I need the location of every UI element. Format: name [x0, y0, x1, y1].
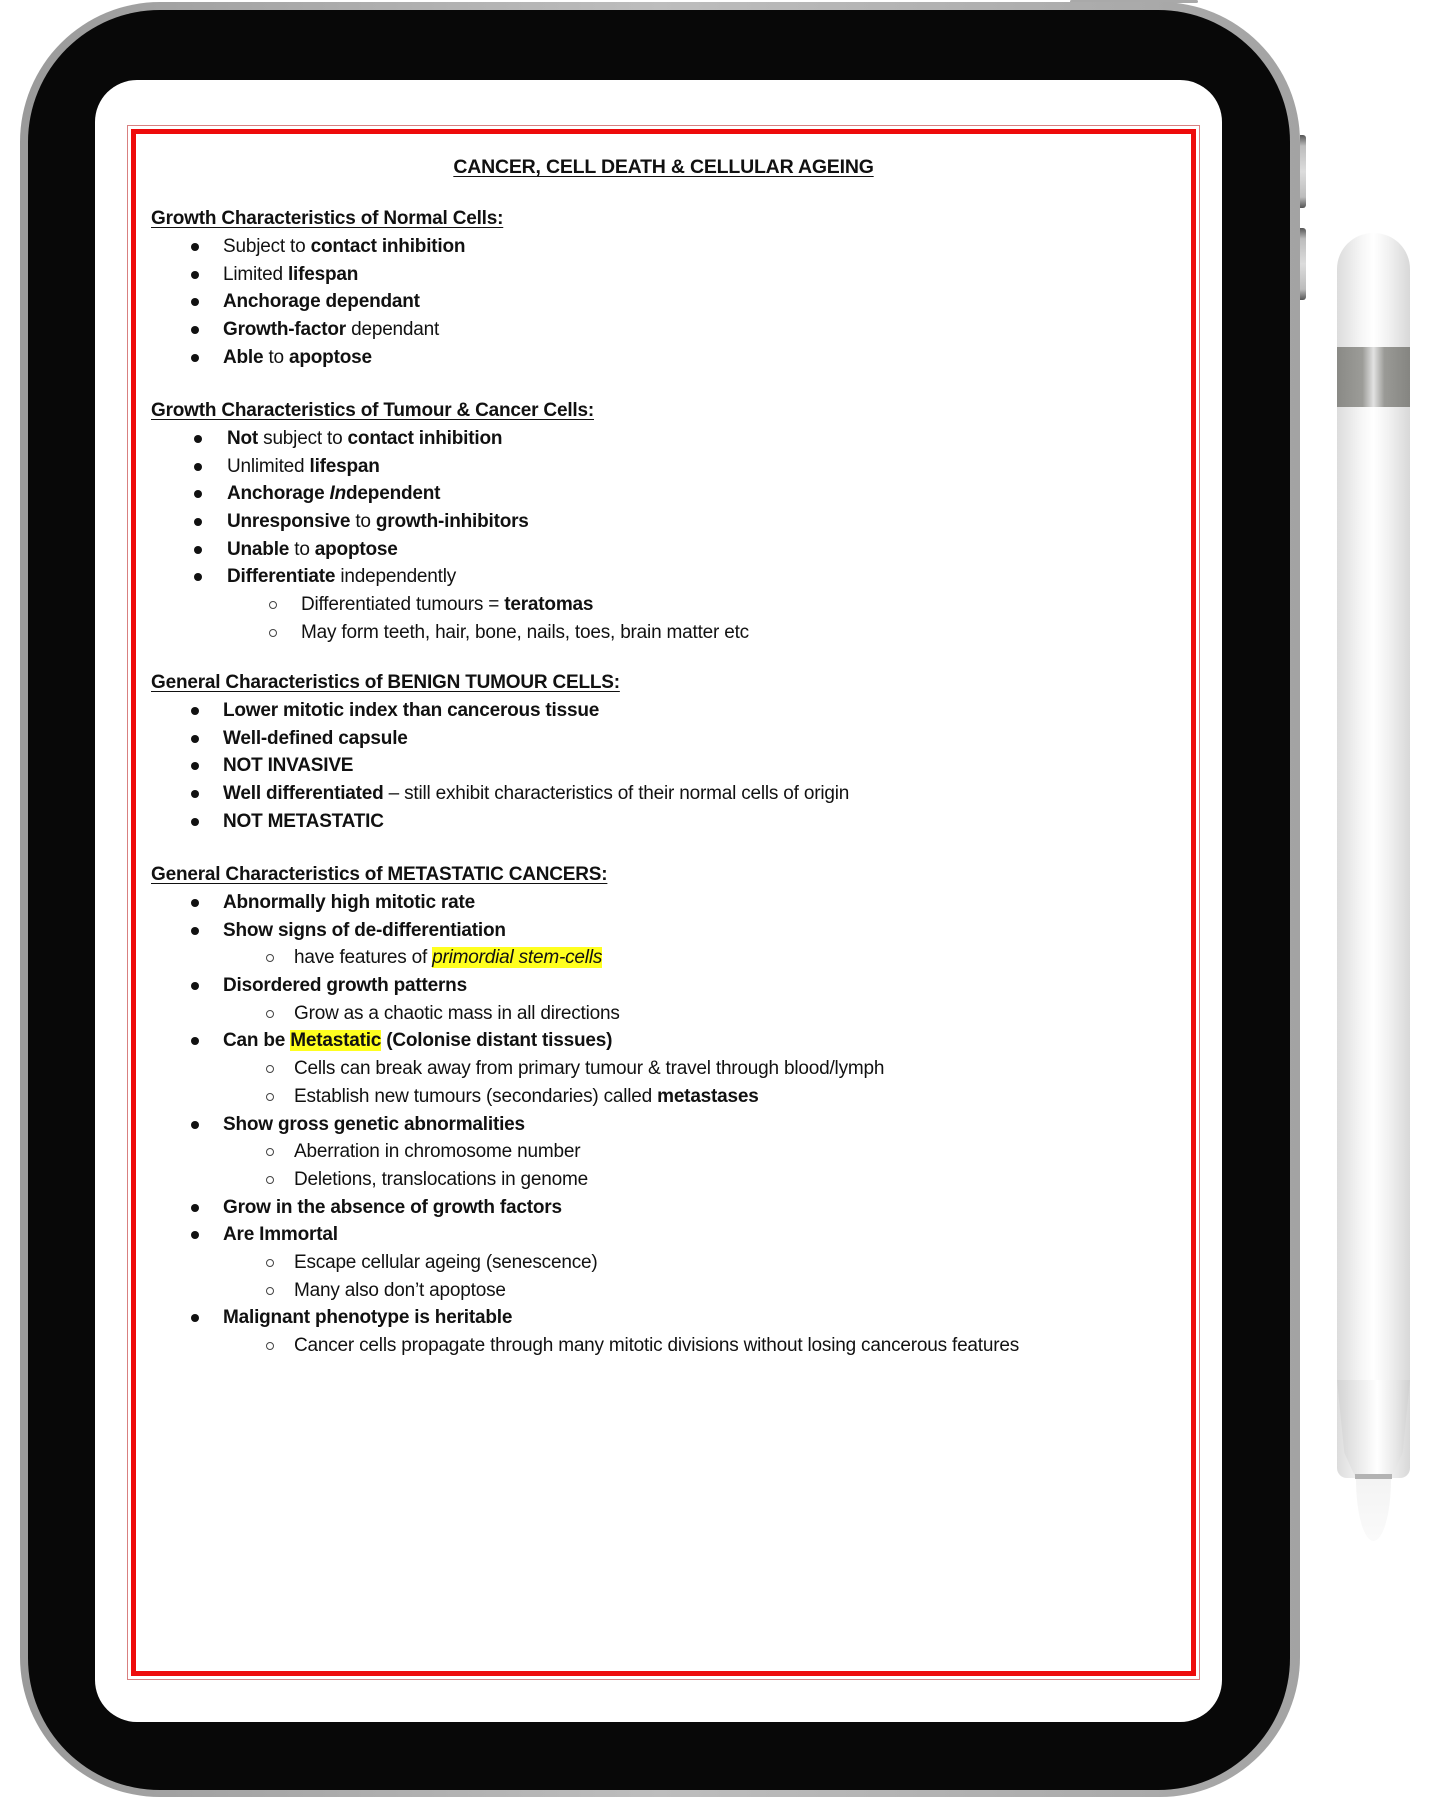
- text-run: Unresponsive: [227, 511, 351, 533]
- text-run: Differentiated tumours =: [301, 594, 505, 616]
- sub-list-item-text: [294, 1083, 759, 1111]
- tablet-screen: [95, 80, 1222, 1722]
- sub-list-item: [151, 1249, 1181, 1277]
- text-run: Grow in the absence of growth factors: [223, 1196, 562, 1218]
- text-run: Cells can break away from primary tumour & travel through blood/lymph: [294, 1058, 885, 1080]
- text-run: Show gross genetic abnormalities: [223, 1113, 525, 1135]
- text-run: – still exhibit characteristics of their normal cells of origin: [383, 783, 850, 805]
- bullet-icon: [191, 790, 199, 798]
- bullet-icon: [191, 818, 199, 826]
- bullet-icon: [191, 326, 199, 334]
- bullet-icon: [191, 298, 199, 306]
- sub-list-item: [151, 1277, 1181, 1305]
- list-item-text: [223, 697, 599, 725]
- text-run: independently: [335, 566, 457, 588]
- bullet-icon: [194, 518, 202, 526]
- bullet-icon: [191, 899, 199, 907]
- list-item: [151, 1111, 1181, 1139]
- text-run: Anchorage dependant: [223, 291, 420, 313]
- text-run: Aberration in chromosome number: [294, 1141, 581, 1163]
- list-item: [151, 917, 1181, 945]
- text-run: Growth-factor: [223, 319, 347, 341]
- bullet-icon: [194, 546, 202, 554]
- sub-list-item: [151, 1000, 1181, 1028]
- sub-list-item-text: [301, 619, 749, 647]
- sub-list-item: [151, 619, 1181, 647]
- text-run: NOT INVASIVE: [223, 755, 354, 777]
- hollow-bullet-icon: [266, 1010, 274, 1018]
- text-run: NOT METASTATIC: [223, 810, 384, 832]
- sub-list-item-text: [294, 1000, 620, 1028]
- bullet-icon: [191, 1121, 199, 1129]
- list-item: [151, 344, 1181, 372]
- text-run: apoptose: [288, 346, 372, 368]
- bullet-icon: [191, 1231, 199, 1239]
- bullet-icon: [191, 982, 199, 990]
- list-item: [151, 453, 1181, 481]
- list-item-text: [227, 536, 398, 564]
- text-run: lifespan: [287, 263, 359, 285]
- text-run: Subject to: [223, 236, 311, 257]
- bullet-icon: [191, 1314, 199, 1322]
- hollow-bullet-icon: [266, 1148, 274, 1156]
- text-run: Are Immortal: [223, 1224, 338, 1246]
- sub-list-item: [151, 1332, 1181, 1360]
- text-run: Abnormally high mitotic rate: [223, 892, 475, 913]
- text-run: Deletions, translocations in genome: [294, 1168, 589, 1190]
- bullet-icon: [191, 1037, 199, 1045]
- stylus-tip: [1356, 1479, 1391, 1541]
- list-item: [151, 725, 1181, 753]
- text-run: subject to: [258, 428, 348, 449]
- text-run: to: [350, 511, 376, 533]
- list-item: [151, 780, 1181, 808]
- hollow-bullet-icon: [266, 1176, 274, 1184]
- hollow-bullet-icon: [266, 1287, 274, 1295]
- list-item-text: [227, 563, 456, 591]
- list-item: [151, 1221, 1181, 1249]
- list-item: [151, 480, 1181, 508]
- section-metastatic-cancers: [151, 861, 1181, 1360]
- list-item: [151, 1027, 1181, 1055]
- document-page: [136, 134, 1191, 1671]
- hollow-bullet-icon: [266, 1342, 274, 1350]
- document-title: CANCER, CELL DEATH & CELLULAR AGEING: [453, 156, 874, 178]
- text-run: Able: [223, 346, 264, 368]
- bullet-icon: [194, 463, 202, 471]
- list-item-text: [223, 972, 467, 1000]
- list-item-text: [227, 508, 529, 536]
- text-run: Grow as a chaotic mass in all directions: [294, 1002, 620, 1024]
- text-run: teratomas: [504, 594, 594, 616]
- text-run: Unlimited: [227, 455, 310, 477]
- text-run: Establish new tumours (secondaries) called: [294, 1085, 658, 1107]
- list-item-text: [223, 1304, 512, 1332]
- text-run: Well-defined capsule: [223, 727, 408, 749]
- text-run: Anchorage: [227, 483, 330, 505]
- text-run: Limited: [223, 263, 288, 285]
- section-heading: Growth Characteristics of Tumour & Cancer Cells:: [151, 400, 594, 421]
- list-item-text: [223, 261, 358, 289]
- text-run: Unable: [227, 538, 290, 560]
- list-item: [151, 288, 1181, 316]
- volume-down-button: [1300, 228, 1306, 300]
- text-run: Well differentiated: [223, 783, 384, 805]
- list-item-text: [223, 808, 384, 836]
- list-item: [151, 1194, 1181, 1222]
- text-run: Disordered growth patterns: [223, 975, 467, 997]
- bullet-icon: [194, 490, 202, 498]
- sub-list-item: [151, 1083, 1181, 1111]
- list-item-text: [223, 917, 506, 945]
- list-item: [151, 889, 1181, 917]
- list-item: [151, 233, 1181, 261]
- list-item: [151, 1304, 1181, 1332]
- text-run: contact inhibition: [347, 428, 503, 449]
- hollow-bullet-icon: [269, 601, 277, 609]
- bullet-icon: [191, 354, 199, 362]
- list-item-text: [223, 889, 475, 917]
- text-run: Many also don’t apoptose: [294, 1279, 506, 1301]
- bullet-icon: [191, 271, 199, 279]
- bullet-icon: [191, 927, 199, 935]
- sub-list-item: [151, 944, 1181, 972]
- text-run: apoptose: [314, 538, 398, 560]
- sub-list-item-text: [294, 1332, 1019, 1360]
- list-item-text: [223, 316, 439, 344]
- hollow-bullet-icon: [266, 1093, 274, 1101]
- list-item: [151, 972, 1181, 1000]
- text-run: metastases: [657, 1085, 759, 1107]
- text-run: growth-inhibitors: [375, 511, 529, 533]
- bullet-icon: [191, 762, 199, 770]
- bullet-icon: [194, 435, 202, 443]
- text-run: Differentiate: [227, 566, 336, 588]
- text-run: contact inhibition: [310, 236, 466, 257]
- sub-list-item-text: [294, 1277, 506, 1305]
- text-run: Lower mitotic index than cancerous tissue: [223, 700, 600, 721]
- list-item-text: [223, 752, 353, 780]
- stylus-band: [1337, 347, 1410, 407]
- hollow-bullet-icon: [266, 1259, 274, 1267]
- list-item-text: [227, 480, 440, 508]
- list-item-text: [227, 425, 502, 453]
- sub-list-item-text: [301, 591, 593, 619]
- stylus-pencil-icon: [1337, 233, 1410, 1478]
- text-run: dependent: [346, 483, 441, 505]
- list-item: [151, 425, 1181, 453]
- section-heading: Growth Characteristics of Normal Cells:: [151, 208, 504, 229]
- list-item-text: [223, 1221, 338, 1249]
- text-run: to: [289, 538, 315, 560]
- text-run: have features of: [294, 947, 433, 969]
- list-item: [151, 752, 1181, 780]
- section-benign-tumour-cells: [151, 669, 1181, 835]
- bullet-icon: [194, 573, 202, 581]
- sub-list-item: [151, 591, 1181, 619]
- volume-up-button: [1300, 135, 1306, 208]
- text-run: Malignant phenotype is heritable: [223, 1307, 513, 1329]
- text-run: Can be: [223, 1030, 291, 1052]
- sub-list-item: [151, 1055, 1181, 1083]
- text-run: (Colonise distant tissues): [381, 1030, 613, 1052]
- sub-list-item-text: [294, 1138, 580, 1166]
- hollow-bullet-icon: [269, 629, 277, 637]
- text-run: dependant: [346, 319, 440, 341]
- page-border-red: [131, 129, 1196, 1676]
- highlighted-text: Metastatic: [290, 1030, 382, 1052]
- sub-list-item: [151, 1166, 1181, 1194]
- hollow-bullet-icon: [266, 1065, 274, 1073]
- page-border-outer: [127, 125, 1200, 1680]
- list-item: [151, 261, 1181, 289]
- list-item-text: [223, 1111, 525, 1139]
- list-item: [151, 508, 1181, 536]
- text-run: Show signs of de-differentiation: [223, 919, 506, 941]
- list-item-text: [223, 1194, 562, 1222]
- section-heading: General Characteristics of BENIGN TUMOUR CELLS:: [151, 672, 620, 693]
- bullet-icon: [191, 1204, 199, 1212]
- list-item-text: [223, 780, 849, 808]
- text-run: to: [263, 346, 289, 368]
- section-normal-cells: [151, 205, 1181, 371]
- text-run: Escape cellular ageing (senescence): [294, 1251, 598, 1273]
- text-run: May form teeth, hair, bone, nails, toes, brain matter etc: [301, 621, 749, 643]
- hollow-bullet-icon: [266, 954, 274, 962]
- text-run: Not: [227, 428, 259, 449]
- list-item: [151, 536, 1181, 564]
- sub-list-item-text: [294, 1055, 884, 1083]
- sub-list-item: [151, 1138, 1181, 1166]
- section-tumour-cancer-cells: [151, 397, 1181, 647]
- section-heading: General Characteristics of METASTATIC CANCERS:: [151, 864, 608, 885]
- sub-list-item-text: [294, 1166, 588, 1194]
- list-item-text: [223, 725, 408, 753]
- list-item: [151, 316, 1181, 344]
- list-item-text: [223, 288, 420, 316]
- list-item-text: [223, 344, 372, 372]
- bullet-icon: [191, 243, 199, 251]
- highlighted-text: primordial stem-cells: [432, 947, 603, 969]
- list-item-text: [223, 1027, 612, 1055]
- sub-list-item-text: [294, 1249, 598, 1277]
- list-item: [151, 563, 1181, 591]
- list-item-text: [223, 233, 465, 261]
- text-run: In: [329, 483, 347, 505]
- list-item: [151, 808, 1181, 836]
- list-item-text: [227, 453, 380, 481]
- bullet-icon: [191, 707, 199, 715]
- text-run: lifespan: [309, 455, 380, 477]
- list-item: [151, 697, 1181, 725]
- text-run: Cancer cells propagate through many mitotic divisions without losing cancerous features: [294, 1335, 1020, 1356]
- bullet-icon: [191, 735, 199, 743]
- sub-list-item-text: [294, 944, 602, 972]
